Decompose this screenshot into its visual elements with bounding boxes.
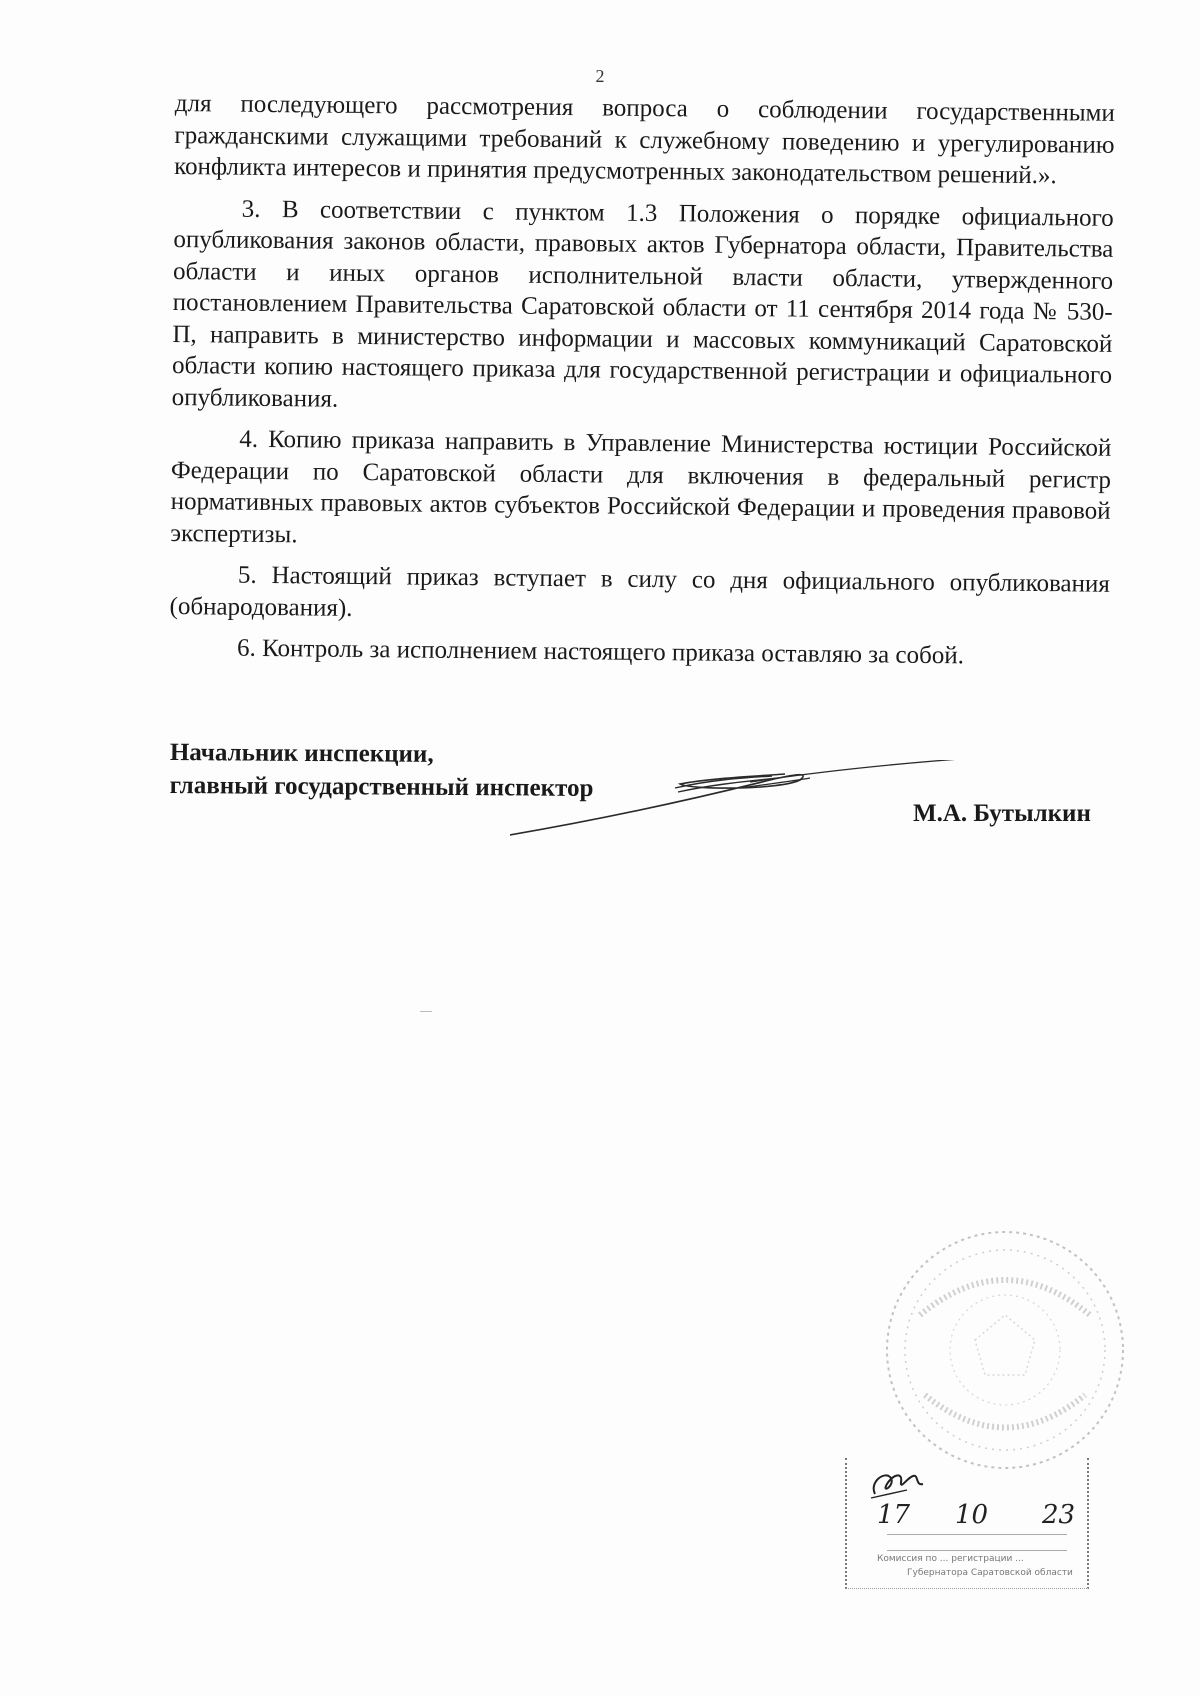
signer-name: М.А. Бутылкин bbox=[913, 800, 1091, 827]
stamp-faint-text: Комиссия по ... регистрации ... bbox=[877, 1554, 1024, 1564]
document-body bbox=[169, 88, 1115, 683]
stamp-rule bbox=[887, 1534, 1067, 1535]
registration-day: 17 bbox=[877, 1500, 911, 1530]
page-number: 2 bbox=[595, 66, 605, 86]
scan-artifact bbox=[420, 1011, 432, 1012]
paragraph-item-5: 5. Настоящий приказ вступает в силу со дня официального опубликования (обнародования). bbox=[169, 561, 1110, 622]
registration-month: 10 bbox=[955, 1500, 989, 1530]
paragraph-continuation: для последующего рассмотрения вопроса о соблюдении государственными гражданскими служащими требований к служебному поведению и урегулированию конфликта интересов и принятия предусмотренных законодательством решений.». bbox=[174, 89, 1115, 190]
registration-year: 23 bbox=[1042, 1500, 1076, 1530]
registrar-initials-mark bbox=[867, 1464, 927, 1504]
registration-stamp bbox=[845, 1458, 1089, 1589]
stamp-faint-text: Губернатора Саратовской области bbox=[907, 1568, 1073, 1578]
signatory-title-line-1: Начальник инспекции, bbox=[169, 738, 434, 768]
paragraph-item-3: 3. В соответствии с пунктом 1.3 Положения о порядке официального опубликования законов области, правовых актов Губернатора области, Правительства области и иных органов исполнительной власти области, утвержденного постановлением Правительства Саратовской области от 11 сентября 2014 года № 530-П, направить в министерство информации и массовых коммуникаций Саратовской области копию настоящего приказа для государственной регистрации и официального опубликования. bbox=[171, 195, 1114, 413]
paragraph-item-4: 4. Копию приказа направить в Управление Министерства юстиции Российской Федерации по Саратовской области для включения в федеральный регистр нормативных правовых актов субъектов Российской Федерации и проведения правовой экспертизы. bbox=[170, 425, 1112, 548]
stamp-rule bbox=[887, 1550, 1067, 1551]
paragraph-item-6: 6. Контроль за исполнением настоящего приказа оставляю за собой. bbox=[236, 634, 965, 670]
signatory-title-line-2: главный государственный инспектор bbox=[169, 771, 594, 802]
faint-seal-stamp bbox=[880, 1225, 1130, 1475]
